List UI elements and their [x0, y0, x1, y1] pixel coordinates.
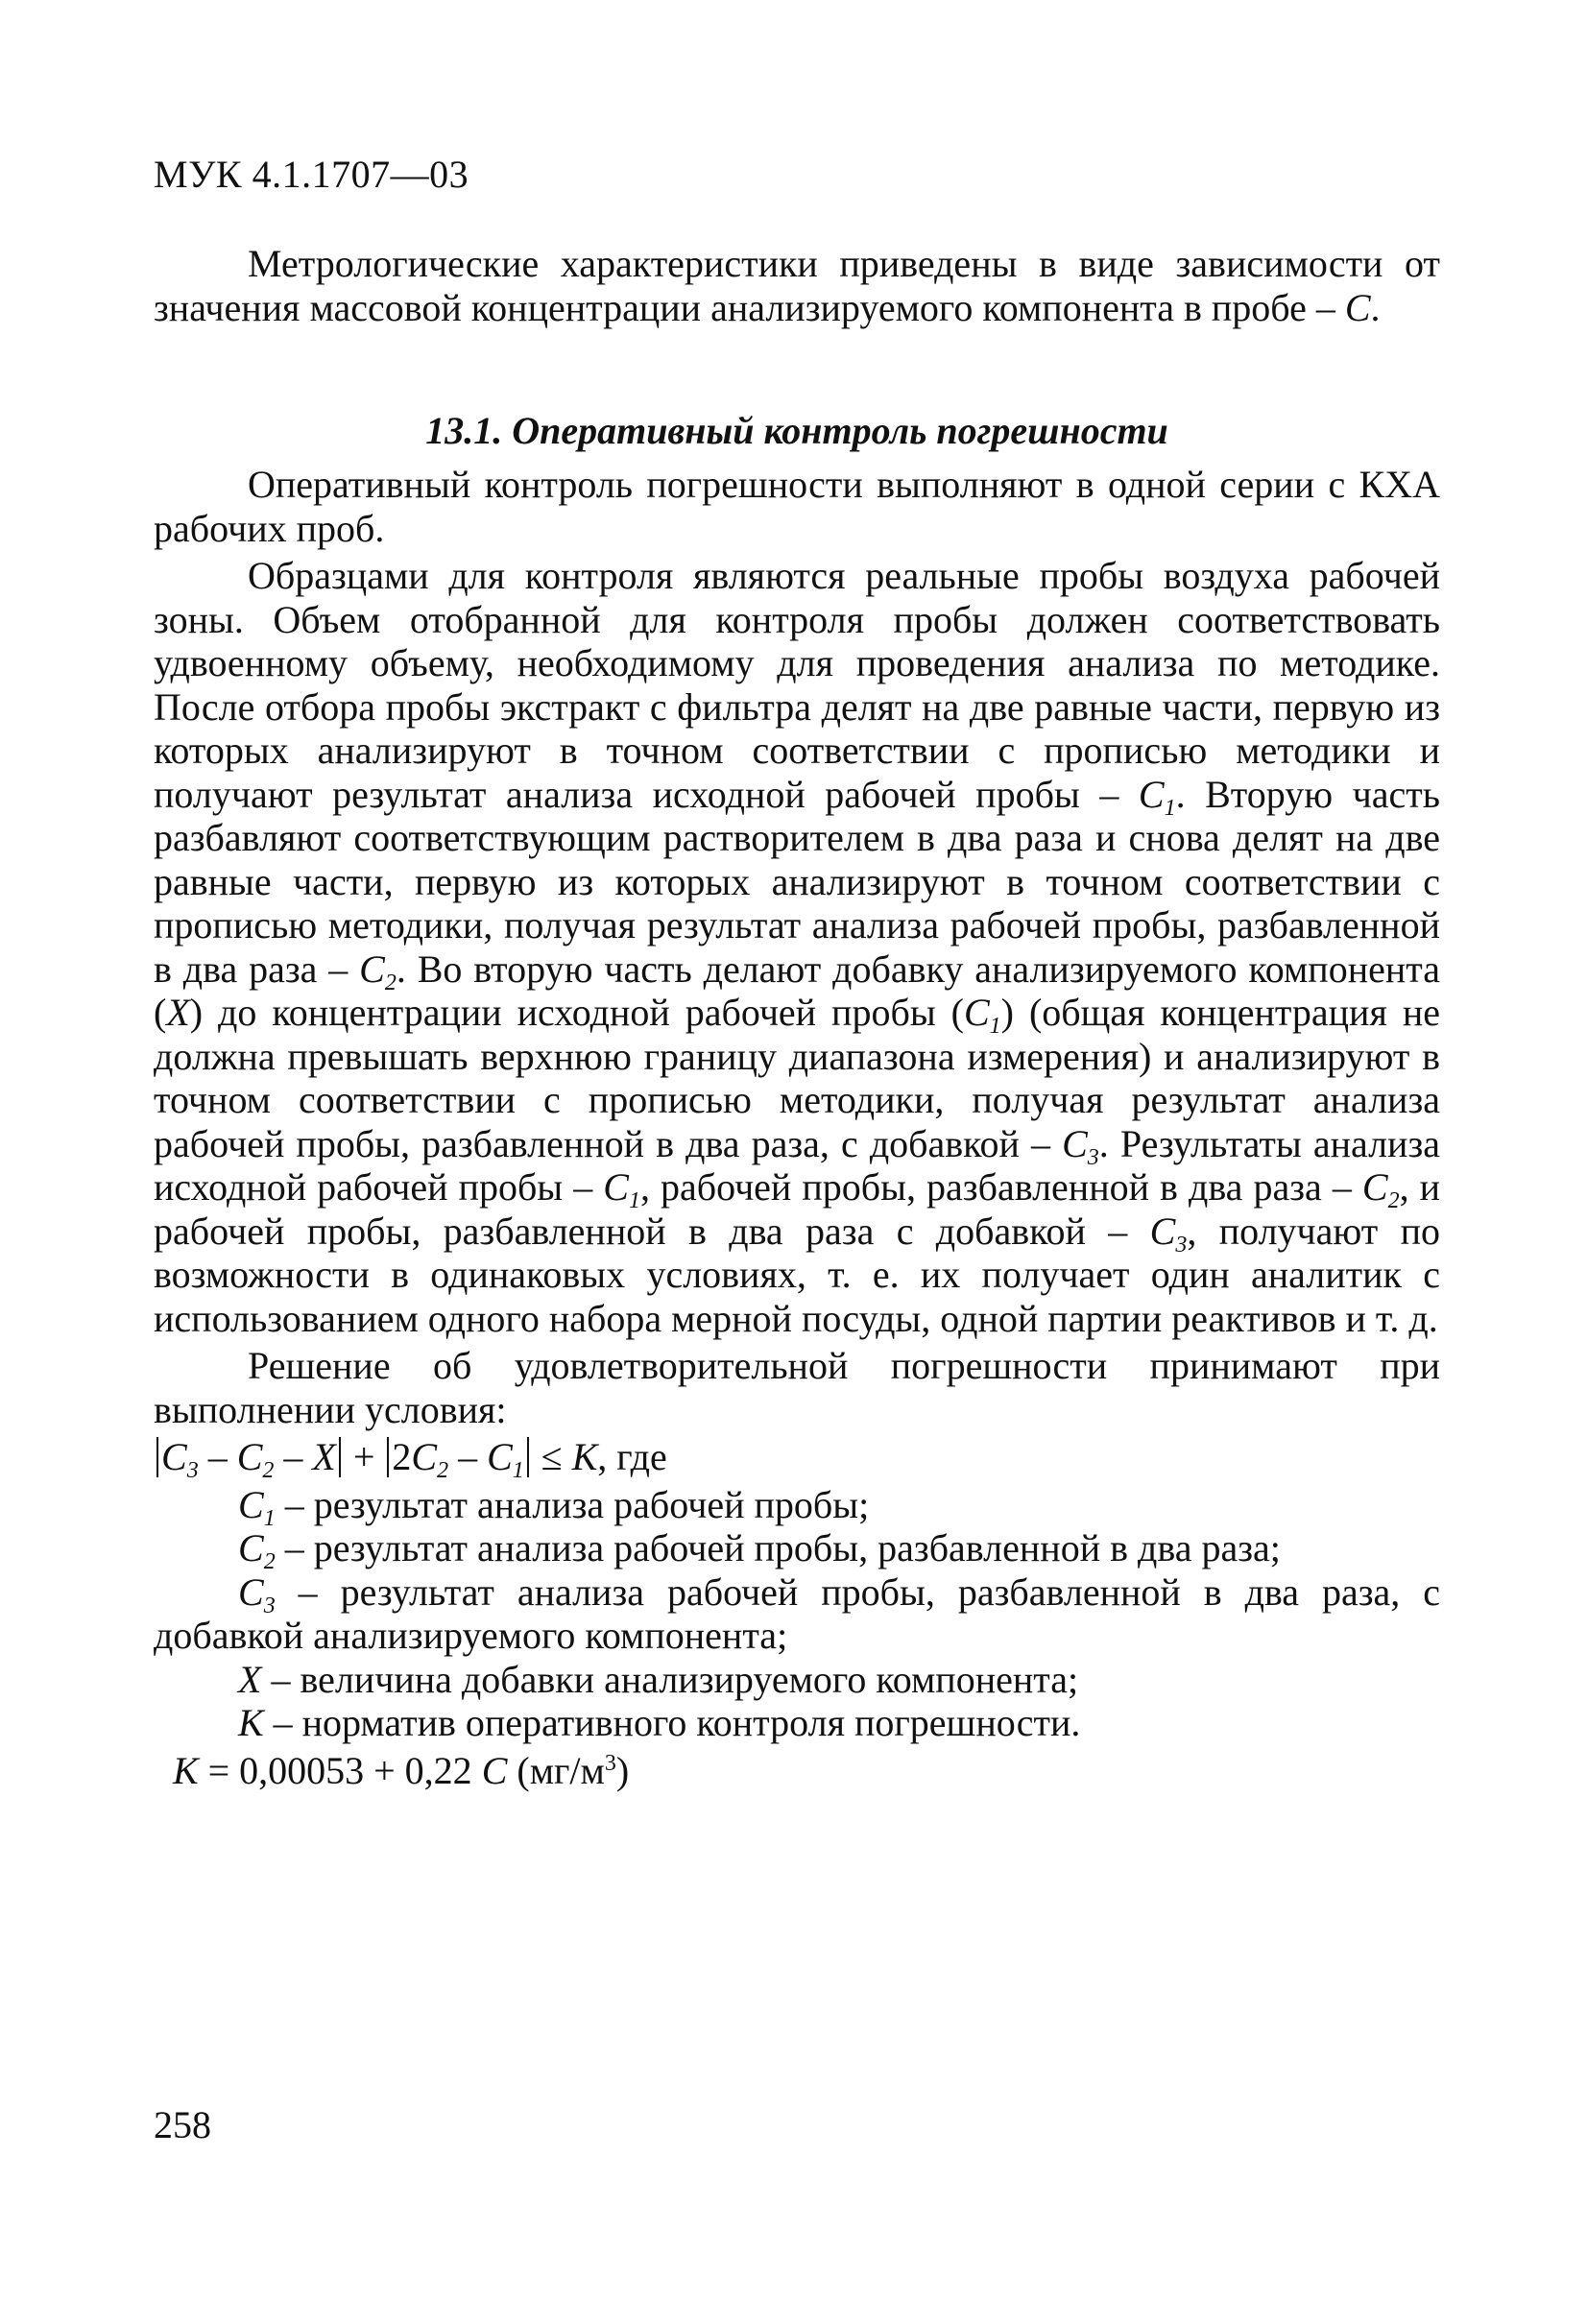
norm-unit: (мг/м — [507, 1748, 605, 1792]
definition-k-text: – норматив оперативного контроля погрешности. — [263, 1701, 1081, 1744]
definition-c2-text: – результат анализа рабочей пробы, разбавленной в два раза; — [275, 1526, 1281, 1569]
norm-unit-sup: 3 — [604, 1750, 616, 1776]
paragraph-1: Оперативный контроль погрешности выполняют в одной серии с КХА рабочих проб. — [154, 463, 1440, 550]
p2-d: ) до концентрации исходной рабочей пробы ( — [189, 991, 964, 1034]
definition-c3-text: – результат анализа рабочей пробы, разбавленной в два раза, с добавкой анализируемого компонента; — [154, 1569, 1440, 1657]
norm-eq: = 0,00053 + 0,22 — [198, 1748, 482, 1792]
var-x: X — [166, 991, 190, 1034]
definition-c1: $С_1$ – результат анализа рабочей пробы; — [238, 1482, 870, 1531]
definition-x-text: – величина добавки анализируемого компонента; — [261, 1657, 1079, 1701]
p2-c: . Во вторую часть делают добавку анализируемого компонента ( — [154, 946, 1440, 1034]
p2-b: . Вторую часть разбавляют соответствующим растворителем в два раза и снова делят на две равные части, первую из которых анализируют в точном соответствии с прописью методики, получая результат анализа рабочей пробы, разбавленной в два раза – — [154, 772, 1440, 991]
main-text — [154, 463, 1440, 1796]
p2-e: ) (общая концентрация не должна превышать верхнюю границу диапазона измерения) и анализируют в точном соответствии с прописью методики, получая результат анализа рабочей пробы, разбавленной в два раза, с добавкой – — [154, 991, 1440, 1165]
norm-formula — [154, 1749, 1440, 1793]
definition-c3: $С_3$ – результат анализа рабочей пробы, разбавленной в два раза, с добавкой анализируемого компонента; — [154, 1569, 1440, 1657]
paragraph-2 — [154, 554, 1440, 1340]
var-c2: $С_2$ — [1361, 1165, 1400, 1213]
intro-end: . — [1370, 285, 1381, 329]
var-c1: $С_1$ — [1138, 772, 1176, 821]
definition-c1-text: – результат анализа рабочей пробы; — [275, 1482, 870, 1526]
paragraph-3: Решение об удовлетворительной погрешности принимают при выполнении условия: — [154, 1344, 1440, 1431]
document-page — [154, 0, 1440, 2324]
intro-text: Метрологические характеристики приведены в виде зависимости от значения массовой концентрации анализируемого компонента в пробе – — [154, 242, 1440, 329]
section-heading: 13.1. Оперативный контроль погрешности — [425, 409, 1168, 452]
definition-c2: $С_2$ – результат анализа рабочей пробы, разбавленной в два раза; — [238, 1526, 1281, 1574]
condition-tail: , где — [597, 1435, 667, 1478]
var-c: С — [1344, 285, 1371, 329]
var-c1: $С_1$ — [603, 1165, 640, 1213]
p2-a: Образцами для контроля являются реальные пробы воздуха рабочей зоны. Объем отобранной для контроля пробы должен соответствовать удвоенному объему, необходимому для проведения анализа по методике. После отбора пробы экстракт с фильтра делят на две равные части, первую из которых анализируют в точном соответствии с прописью методики и получают результат анализа исходной рабочей пробы – — [154, 554, 1440, 816]
var-c2: $С_2$ — [359, 946, 397, 995]
p2-i: , получают по возможности в одинаковых условиях, т. е. их получает один аналитик с использованием одного набора мерной посуды, одной партии реактивов и т. д. — [154, 1209, 1441, 1340]
norm-var: С — [481, 1748, 508, 1792]
condition-formula: $С_3 - С_2 - X + 2С_2 - С_1 \le К$, где — [154, 1435, 1440, 1479]
intro-paragraph — [154, 242, 1440, 329]
definition-k: К – норматив оперативного контроля погрешности. — [238, 1701, 1081, 1744]
p2-h: , и рабочей пробы, разбавленной в два раза с добавкой – — [154, 1165, 1441, 1253]
definition-x: X – величина добавки анализируемого компонента; — [238, 1657, 1079, 1701]
p2-f: . Результаты анализа исходной рабочей пробы – — [154, 1121, 1441, 1209]
var-c1: $С_1$ — [963, 991, 1001, 1039]
p2-g: , рабочей пробы, разбавленной в два раза – — [639, 1165, 1362, 1209]
norm-lhs: К — [173, 1748, 199, 1792]
var-c3: $С_3$ — [1062, 1121, 1099, 1170]
norm-unit-end: ) — [615, 1748, 630, 1792]
page-number: 258 — [154, 2103, 211, 2146]
document-code-header: МУК 4.1.1707—03 — [154, 153, 469, 196]
var-c3: $С_3$ — [1149, 1209, 1188, 1258]
